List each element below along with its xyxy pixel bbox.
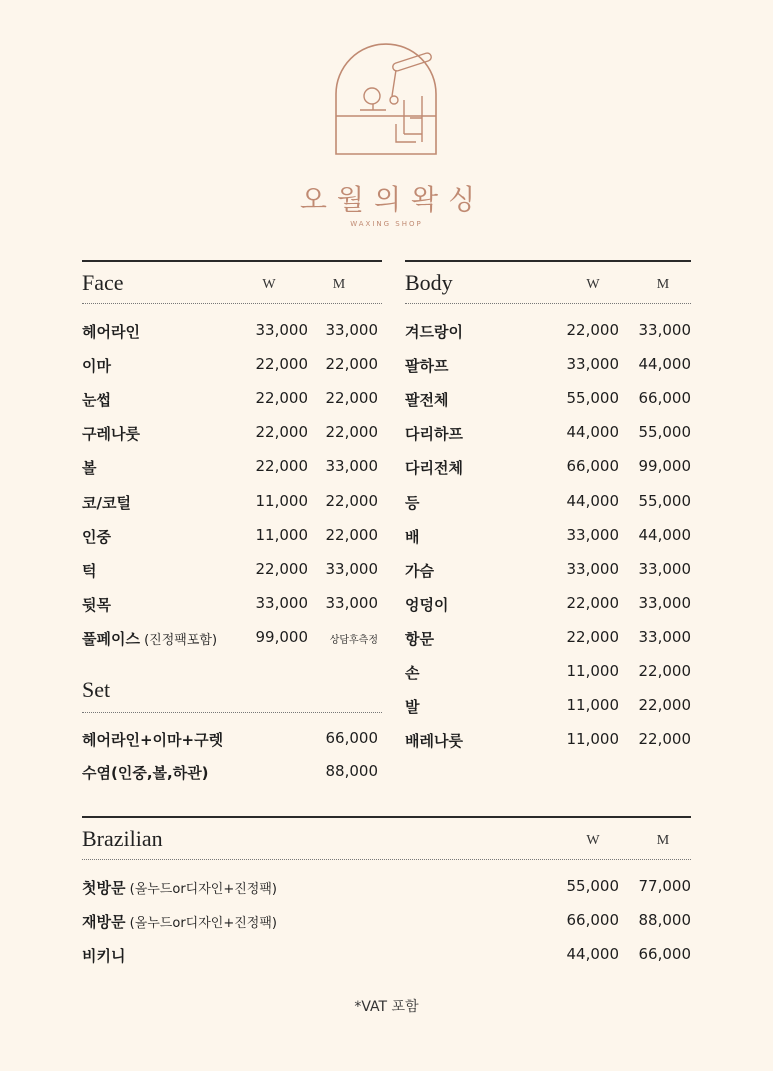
face-item-name [82, 457, 97, 478]
body-row [405, 662, 691, 684]
body-item-price-w: 55,000 [566, 389, 619, 408]
body-item-price-w: 33,000 [566, 559, 619, 578]
body-item-price-w: 22,000 [566, 627, 619, 646]
body-item-price-w: 33,000 [566, 355, 619, 374]
brazilian-title: Brazilian [82, 826, 163, 851]
brazilian-item-note: (올누드or디자인+진정팩) [125, 916, 277, 931]
face-item-label: 구레나룻 [82, 425, 140, 444]
face-item-price-m: 22,000 [325, 423, 378, 442]
brazilian-row [82, 877, 691, 899]
body-row [405, 355, 691, 377]
brand-name: 오월의왁싱 [299, 183, 486, 216]
body-item-label: 발 [405, 698, 420, 717]
face-item-name [82, 321, 140, 342]
body-row [405, 492, 691, 514]
body-item-label: 엉덩이 [405, 595, 449, 614]
brazilian-row [82, 911, 691, 933]
body-item-price-m: 44,000 [638, 355, 691, 374]
face-row [82, 321, 382, 343]
face-item-name [82, 355, 111, 376]
body-title: Body [405, 270, 453, 295]
body-item-name [405, 696, 420, 717]
face-item-price-w: 22,000 [255, 423, 308, 442]
vat-note: *VAT 포함 [354, 999, 419, 1015]
brazilian-item-name [82, 945, 125, 966]
body-item-price-m: 99,000 [638, 457, 691, 476]
face-col-w: W [262, 277, 276, 292]
brazilian-item-price-m: 88,000 [638, 911, 691, 929]
body-item-name [405, 628, 434, 649]
body-divider [405, 303, 691, 304]
face-item-price-w: 11,000 [255, 525, 308, 544]
set-row [82, 762, 382, 784]
face-item-price-w: 22,000 [255, 355, 308, 374]
face-item-price-m: 33,000 [325, 321, 378, 339]
face-item-price-w: 99,000 [255, 627, 308, 646]
face-item-price-m: 22,000 [325, 355, 378, 374]
body-row [405, 696, 691, 718]
body-item-price-w: 33,000 [566, 525, 619, 544]
body-item-label: 손 [405, 664, 420, 682]
face-item-price-w: 11,000 [255, 491, 308, 510]
body-item-label: 배 [405, 527, 420, 546]
body-item-price-m: 33,000 [638, 627, 691, 646]
brazilian-item-price-m: 77,000 [638, 877, 691, 895]
body-item-price-w: 44,000 [566, 423, 619, 442]
body-item-name [405, 389, 448, 410]
face-item-price-w: 22,000 [255, 559, 308, 578]
face-item-price-m: 33,000 [325, 593, 378, 612]
set-row [82, 729, 382, 751]
body-item-price-w: 11,000 [566, 730, 619, 749]
brand-logo [330, 38, 442, 156]
set-item-name [82, 729, 223, 750]
body-item-name [405, 594, 448, 615]
brazilian-item-price-w: 55,000 [566, 877, 619, 895]
body-item-price-m: 33,000 [638, 593, 691, 612]
body-item-price-m: 55,000 [638, 491, 691, 510]
body-item-name [405, 423, 463, 444]
face-top-rule [82, 260, 382, 262]
set-title: Set [82, 677, 111, 702]
face-item-name [82, 594, 111, 615]
body-item-price-m: 22,000 [638, 730, 691, 749]
body-item-price-m: 33,000 [638, 559, 691, 578]
face-item-price-m: 상담후측정 [329, 634, 378, 646]
body-top-rule [405, 260, 691, 262]
face-row [82, 628, 382, 650]
brand-subtitle: WAXING SHOP [350, 220, 423, 228]
brazilian-item-label: 비키니 [82, 947, 126, 965]
face-item-label: 코/코털 [82, 493, 131, 512]
face-item-name [82, 492, 131, 513]
face-row [82, 492, 382, 514]
face-item-price-w: 33,000 [255, 593, 308, 612]
face-row [82, 526, 382, 548]
body-row [405, 526, 691, 548]
body-item-price-w: 11,000 [566, 662, 619, 680]
brazilian-divider [82, 859, 691, 860]
face-title: Face [82, 270, 124, 295]
face-item-label: 풀페이스 [82, 629, 140, 648]
face-row [82, 560, 382, 582]
face-item-label: 볼 [82, 459, 97, 478]
body-row [405, 321, 691, 343]
body-item-label: 항문 [405, 629, 434, 648]
body-item-label: 팔하프 [405, 357, 449, 376]
face-item-name [82, 560, 97, 581]
face-item-name [82, 628, 217, 649]
body-row [405, 560, 691, 582]
face-item-note: (진정팩포함) [139, 632, 218, 648]
body-row [405, 389, 691, 411]
brazilian-item-label: 첫방문 [82, 879, 126, 897]
brazilian-item-price-w: 44,000 [566, 945, 619, 963]
set-item-label: 수염(인중,볼,하관) [82, 764, 209, 782]
brazilian-item-note: (올누드or디자인+진정팩) [125, 882, 277, 897]
face-item-price-m: 33,000 [325, 559, 378, 578]
body-item-price-w: 66,000 [566, 457, 619, 476]
body-item-label: 겨드랑이 [405, 323, 463, 341]
face-item-price-w: 33,000 [255, 321, 308, 339]
brazilian-item-name [82, 877, 277, 898]
body-row [405, 628, 691, 650]
body-item-price-m: 33,000 [638, 321, 691, 339]
body-item-price-w: 11,000 [566, 696, 619, 715]
body-item-name [405, 730, 463, 751]
face-row [82, 389, 382, 411]
brazilian-col-m: M [656, 833, 670, 848]
body-item-name [405, 355, 448, 376]
face-item-price-m: 33,000 [325, 457, 378, 476]
face-item-name [82, 423, 140, 444]
body-item-label: 등 [405, 493, 420, 512]
face-item-label: 이마 [82, 357, 111, 376]
brazilian-item-name [82, 911, 277, 932]
body-item-label: 배레나룻 [405, 732, 463, 751]
set-item-price: 88,000 [325, 762, 378, 780]
face-item-label: 턱 [82, 561, 97, 580]
face-item-label: 헤어라인 [82, 323, 140, 341]
face-item-label: 인중 [82, 527, 111, 546]
face-item-price-w: 22,000 [255, 457, 308, 476]
face-col-m: M [332, 277, 346, 292]
body-item-price-m: 22,000 [638, 662, 691, 680]
brazilian-item-label: 재방문 [82, 913, 126, 931]
body-item-label: 다리전체 [405, 459, 463, 478]
brazilian-col-w: W [586, 833, 600, 848]
face-row [82, 423, 382, 445]
body-item-price-w: 22,000 [566, 321, 619, 339]
face-item-price-m: 22,000 [325, 525, 378, 544]
face-item-price-m: 22,000 [325, 491, 378, 510]
brazilian-top-rule [82, 816, 691, 818]
body-row [405, 423, 691, 445]
body-row [405, 594, 691, 616]
face-item-price-m: 22,000 [325, 389, 378, 408]
body-item-label: 다리하프 [405, 425, 463, 444]
body-item-name [405, 526, 420, 547]
face-row [82, 594, 382, 616]
body-item-price-m: 55,000 [638, 423, 691, 442]
body-col-m: M [656, 277, 670, 292]
face-item-label: 눈썹 [82, 391, 111, 410]
body-row [405, 457, 691, 479]
face-row [82, 355, 382, 377]
body-item-price-w: 22,000 [566, 593, 619, 612]
face-item-price-w: 22,000 [255, 389, 308, 408]
set-item-label: 헤어라인+이마+구렛 [82, 731, 224, 749]
face-divider [82, 303, 382, 304]
body-item-price-w: 44,000 [566, 491, 619, 510]
set-divider [82, 712, 382, 713]
face-row [82, 457, 382, 479]
brazilian-row [82, 945, 691, 967]
body-col-w: W [586, 277, 600, 292]
body-item-price-m: 66,000 [638, 389, 691, 408]
brazilian-item-price-w: 66,000 [566, 911, 619, 929]
body-item-name [405, 492, 420, 513]
body-item-name [405, 560, 434, 581]
face-item-name [82, 526, 111, 547]
body-item-name [405, 457, 463, 478]
body-item-label: 가슴 [405, 561, 434, 580]
body-item-label: 팔전체 [405, 391, 449, 410]
brazilian-item-price-m: 66,000 [638, 945, 691, 963]
body-item-name [405, 662, 420, 683]
body-item-price-m: 22,000 [638, 696, 691, 715]
face-item-label: 뒷목 [82, 595, 111, 614]
body-row [405, 730, 691, 752]
body-item-name [405, 321, 463, 342]
body-item-price-m: 44,000 [638, 525, 691, 544]
set-item-price: 66,000 [325, 729, 378, 747]
set-item-name [82, 762, 209, 783]
face-item-name [82, 389, 111, 410]
